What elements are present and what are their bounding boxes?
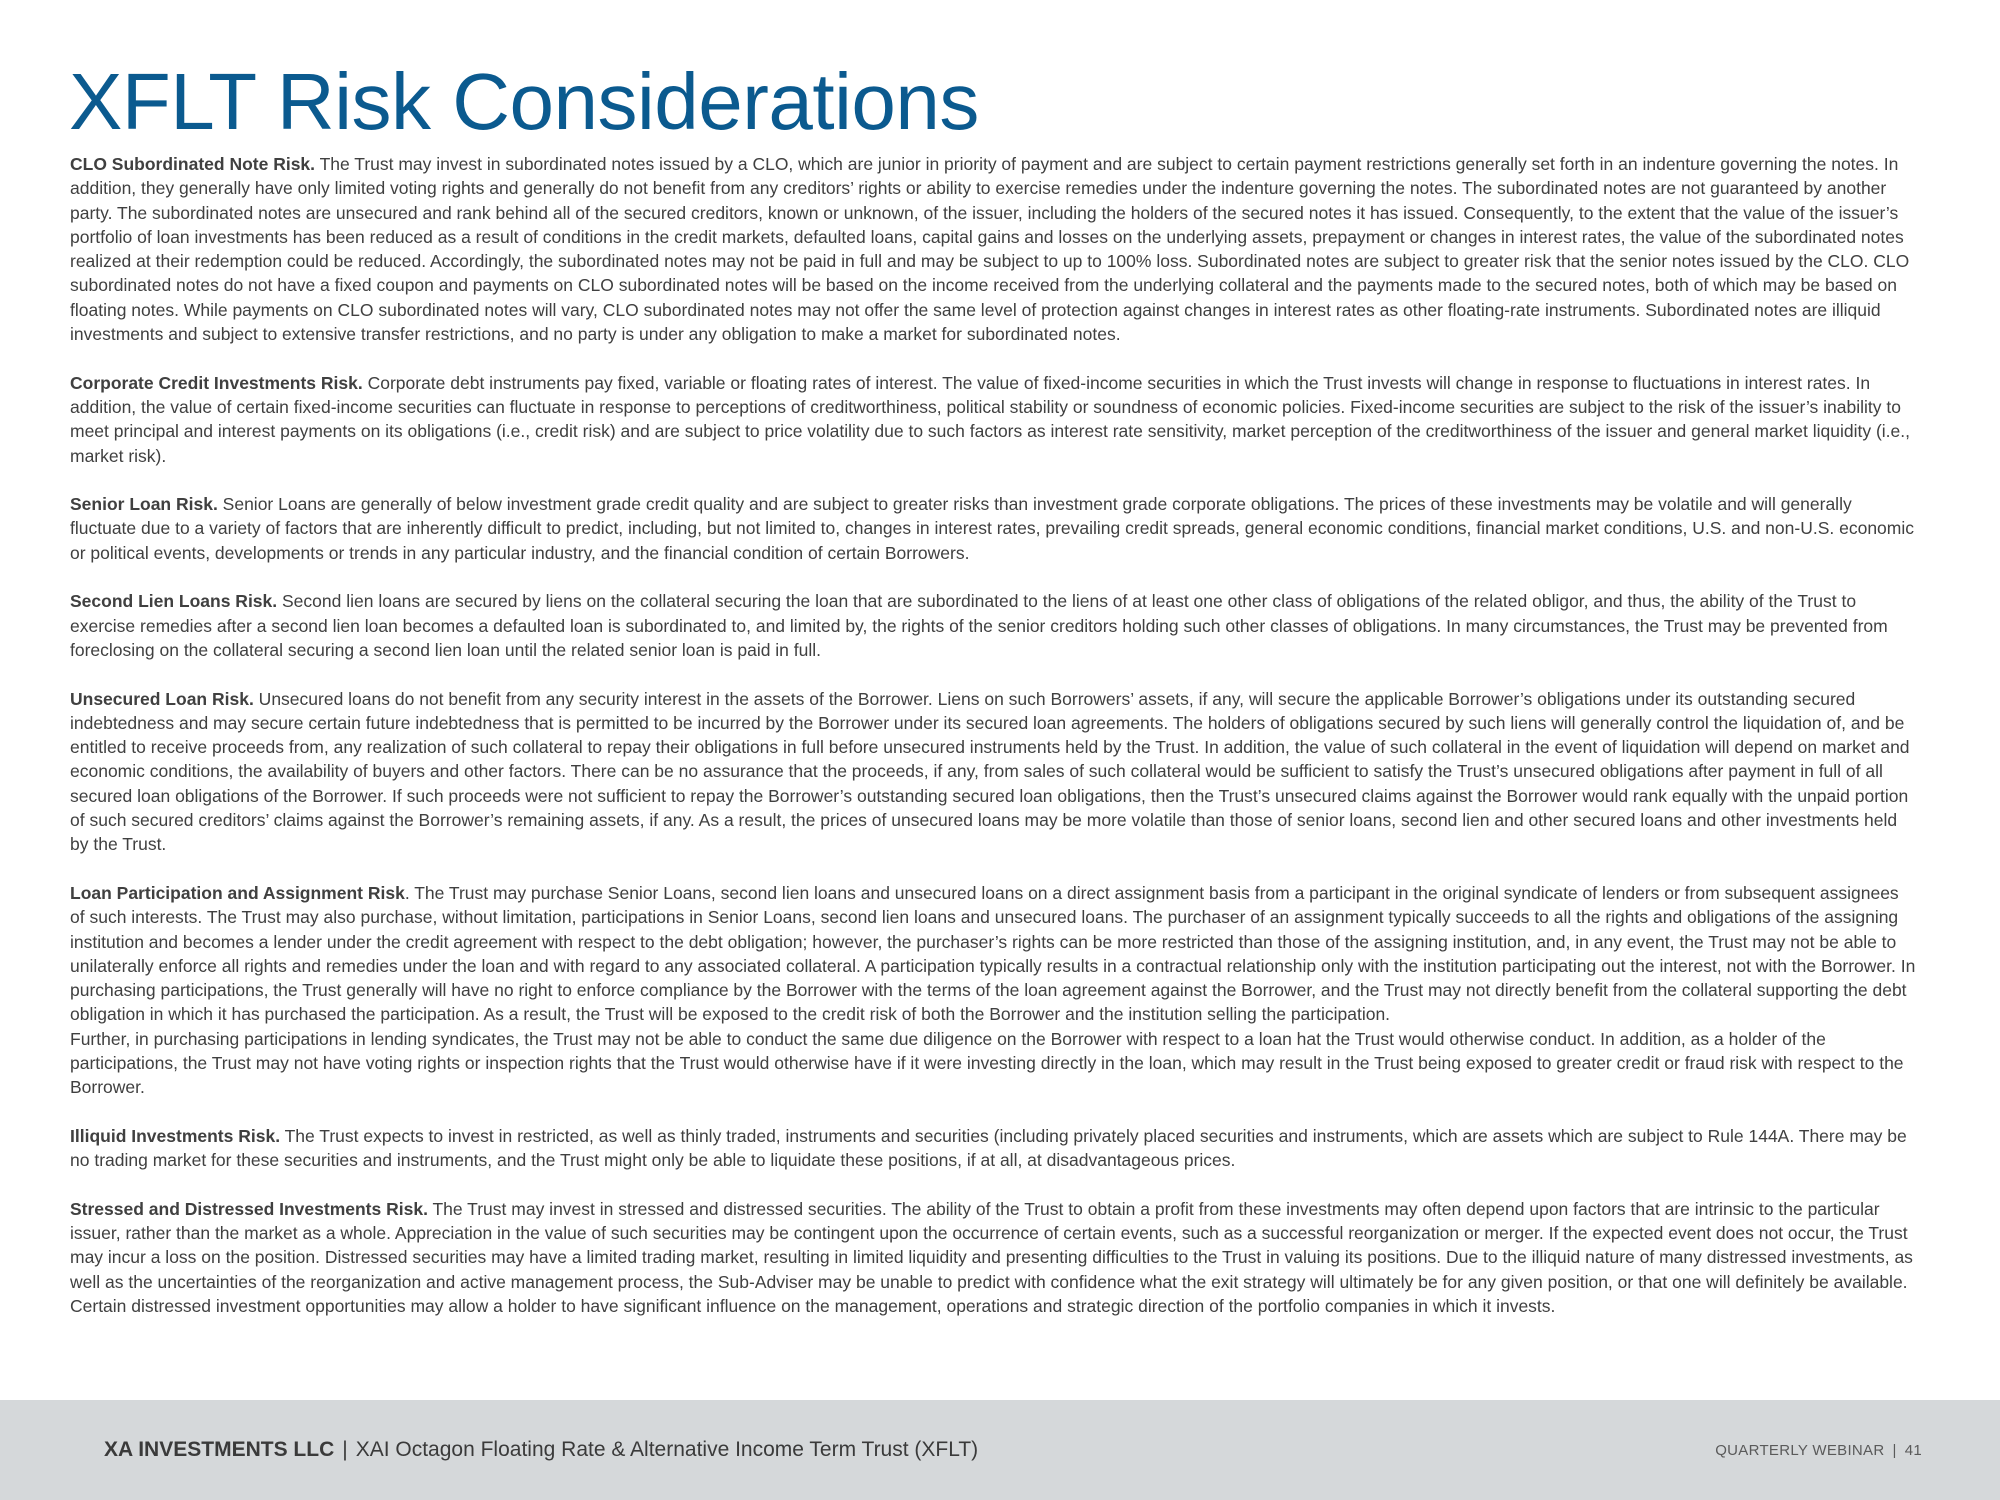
page-number: 41 — [1904, 1442, 1922, 1459]
paragraph: Further, in purchasing participations in lending syndicates, the Trust may not be able to conduct the same due diligence on the Borrower with respect to a loan hat the Trust would otherwise conduct. In addition, as a holder of the participations, the Trust may not have voting rights or inspection rights that the Trust would otherwise have if it were investing directly in the loan, which may result in the Trust being exposed to greater credit or fraud risk with respect to the Borrower. — [70, 1028, 1904, 1098]
section-heading: Unsecured Loan Risk. — [70, 688, 254, 709]
risk-section-corporate-credit — [70, 371, 1918, 468]
page-title: XFLT Risk Considerations — [69, 57, 979, 146]
webinar-label: QUARTERLY WEBINAR — [1715, 1442, 1885, 1459]
paragraph — [70, 881, 1918, 1027]
section-body: . The Trust may purchase Senior Loans, second lien loans and unsecured loans on a direct assignment basis from a participant in the original syndicate of lenders or from subsequent assignees of such interests. The Trust may also purchase, without limitation, participations in Senior Loans, second lien loans and unsecured loans. The purchaser of an assignment typically succeeds to all the rights and obligations of the assigning institution and becomes a lender under the credit agreement with respect to the debt obligation; however, the purchaser’s rights can be more restricted than those of the assigning institution, and, in any event, the Trust may not be able to unilaterally enforce all rights and remedies under the loan and with regard to any associated collateral. A participation typically results in a contractual relationship only with the institution participating out the interest, not with the Borrower. In purchasing participations, the Trust generally will have no right to enforce compliance by the Borrower with the terms of the loan agreement against the Borrower, and the Trust may not directly benefit from the collateral supporting the debt obligation in which it has purchased the participation. As a result, the Trust will be exposed to the credit risk of both the Borrower and the institution selling the participation. — [70, 882, 1916, 1025]
section-heading: Loan Participation and Assignment Risk — [70, 882, 405, 903]
footer-right — [1715, 1442, 1922, 1459]
section-body: Second lien loans are secured by liens on the collateral securing the loan that are subordinated to the liens of at least one other class of obligations of the related obligor, and thus, the ability of the Trust to exercise remedies after a second lien loan becomes a defaulted loan is subordinated to, and limited by, the rights of the senior creditors holding such other classes of obligations. In many circumstances, the Trust may be prevented from foreclosing on the collateral securing a second lien loan until the related senior loan is paid in full. — [70, 591, 1888, 660]
section-heading: CLO Subordinated Note Risk. — [70, 154, 316, 174]
section-heading: Second Lien Loans Risk. — [70, 591, 278, 612]
footer-left — [104, 1438, 978, 1462]
section-body: The Trust expects to invest in restricted, as well as thinly traded, instruments and securities (including privately placed securities and instruments, which are assets which are subject to Rule 144A. There may be no trading market for these securities and instruments, and the Trust might only be able to liquidate these positions, if at all, at disadvantageous prices. — [70, 1125, 1907, 1171]
section-heading: Illiquid Investments Risk. — [70, 1125, 281, 1146]
section-heading: Senior Loan Risk. — [70, 494, 218, 515]
paragraph — [70, 687, 1918, 857]
paragraph — [70, 152, 1918, 346]
paragraph — [70, 371, 1918, 468]
risk-section-unsecured-loan — [70, 687, 1918, 857]
risk-content — [70, 152, 1918, 1343]
section-body: The Trust may invest in stressed and distressed securities. The ability of the Trust to obtain a profit from these investments may often depend upon factors that are intrinsic to the particular issuer, rather than the market as a whole. Appreciation in the value of such securities may be contingent upon the occurrence of certain events, such as a successful reorganization or merger. If the expected event does not occur, the Trust may incur a loss on the position. Distressed securities may have a limited trading market, resulting in limited liquidity and presenting difficulties to the Trust in valuing its positions. Due to the illiquid nature of many distressed investments, as well as the uncertainties of the reorganization and active management process, the Sub-Adviser may be unable to predict with confidence what the exit strategy will ultimately be for any given position, or that one will definitely be available. Certain distressed investment opportunities may allow a holder to have significant influence on the management, operations and strategic direction of the portfolio companies in which it invests. — [70, 1198, 1913, 1316]
paragraph — [70, 492, 1918, 565]
paragraph — [70, 589, 1918, 662]
footer-bar — [0, 1400, 2000, 1500]
risk-section-loan-participation — [70, 881, 1918, 1100]
risk-section-stressed-distressed — [70, 1197, 1918, 1318]
section-body: Senior Loans are generally of below investment grade credit quality and are subject to greater risks than investment grade corporate obligations. The prices of these investments may be volatile and will generally fluctuate due to a variety of factors that are inherently difficult to predict, including, but not limited to, changes in interest rates, prevailing credit spreads, general economic conditions, financial market conditions, U.S. and non-U.S. economic or political events, developments or trends in any particular industry, and the financial condition of certain Borrowers. — [70, 494, 1914, 563]
risk-section-second-lien — [70, 589, 1918, 662]
footer-separator: | — [1892, 1442, 1897, 1459]
section-heading: Stressed and Distressed Investments Risk. — [70, 1198, 428, 1219]
section-body: Unsecured loans do not benefit from any security interest in the assets of the Borrower. Liens on such Borrowers’ assets, if any, will secure the applicable Borrower’s obligations under its outstanding secured indebtedness and may secure certain future indebtedness that is permitted to be incurred by the Borrower under its secured loan agreements. The holders of obligations secured by such liens will generally control the liquidation of, and be entitled to receive proceeds from, any realization of such collateral to repay their obligations in full before unsecured instruments held by the Trust. In addition, the value of such collateral in the event of liquidation will depend on market and economic conditions, the availability of buyers and other factors. There can be no assurance that the proceeds, if any, from sales of such collateral would be sufficient to satisfy the Trust’s unsecured obligations after payment in full of all secured loan obligations of the Borrower. If such proceeds were not sufficient to repay the Borrower’s outstanding secured loan obligations, then the Trust’s unsecured claims against the Borrower would rank equally with the unpaid portion of such secured creditors’ claims against the Borrower’s remaining assets, if any. As a result, the prices of unsecured loans may be more volatile than those of senior loans, second lien and other secured loans and other investments held by the Trust. — [70, 688, 1910, 855]
section-body: The Trust may invest in subordinated notes issued by a CLO, which are junior in priority of payment and are subject to certain payment restrictions generally set forth in an indenture governing the notes. In addition, they generally have only limited voting rights and generally do not benefit from any creditors’ rights or ability to exercise remedies under the indenture governing the notes. The subordinated notes are not guaranteed by another party. The subordinated notes are unsecured and rank behind all of the secured creditors, known or unknown, of the issuer, including the holders of the secured notes it has issued. Consequently, to the extent that the value of the issuer’s portfolio of loan investments has been reduced as a result of conditions in the credit markets, defaulted loans, capital gains and losses on the underlying assets, prepayment or changes in interest rates, the value of the subordinated notes realized at their redemption could be reduced. Accordingly, the subordinated notes may not be paid in full and may be subject to up to 100% loss. Subordinated notes are subject to greater risk that the senior notes issued by the CLO. CLO subordinated notes do not have a fixed coupon and payments on CLO subordinated notes will be based on the income received from the underlying collateral and the payments made to the secured notes, both of which may be based on floating notes. While payments on CLO subordinated notes will vary, CLO subordinated notes may not offer the same level of protection against changes in interest rates as other floating-rate instruments. Subordinated notes are illiquid investments and subject to extensive transfer restrictions, and no party is under any obligation to make a market for subordinated notes. — [70, 154, 1910, 345]
section-heading: Corporate Credit Investments Risk. — [70, 372, 363, 393]
risk-section-senior-loan — [70, 492, 1918, 565]
paragraph — [70, 1197, 1918, 1318]
company-name: XA INVESTMENTS LLC — [104, 1438, 335, 1461]
footer-separator: | — [342, 1438, 348, 1461]
risk-section-illiquid-investments — [70, 1124, 1918, 1173]
section-body: Corporate debt instruments pay fixed, variable or floating rates of interest. The value of fixed-income securities in which the Trust invests will change in response to fluctuations in interest rates. In addition, the value of certain fixed-income securities can fluctuate in response to perceptions of creditworthiness, political stability or soundness of economic policies. Fixed-income securities are subject to the risk of the issuer’s inability to meet principal and interest payments on its obligations (i.e., credit risk) and are subject to price volatility due to such factors as interest rate sensitivity, market perception of the creditworthiness of the issuer and general market liquidity (i.e., market risk). — [70, 372, 1910, 466]
risk-section-clo-subordinated-note — [70, 152, 1918, 346]
fund-name: XAI Octagon Floating Rate & Alternative Income Term Trust (XFLT) — [355, 1438, 979, 1461]
paragraph — [70, 1124, 1918, 1173]
